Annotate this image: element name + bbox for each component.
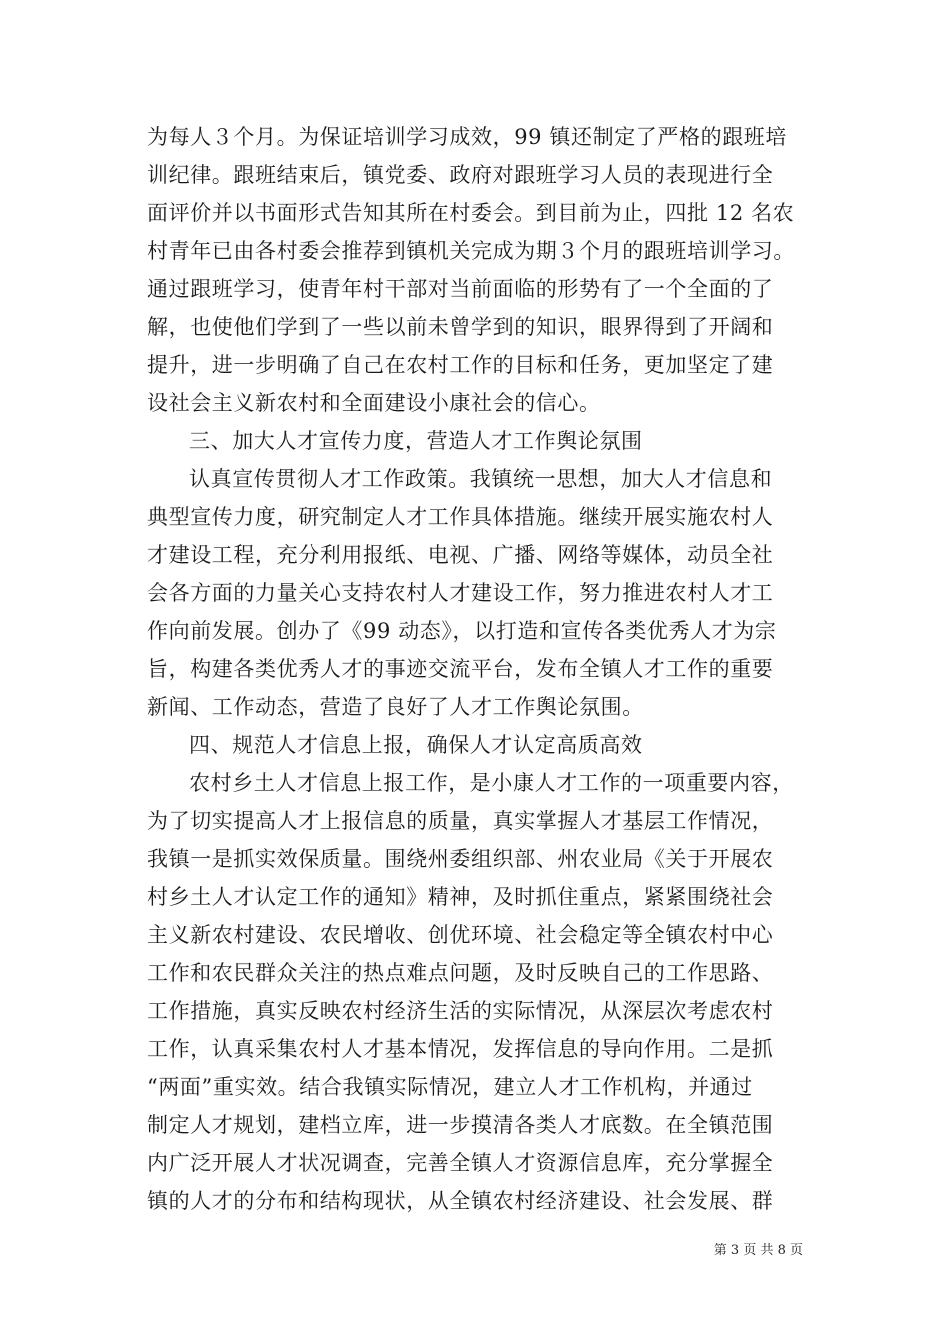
text-line: 才建设工程，充分利用报纸、电视、广播、网络等媒体，动员全社 — [147, 543, 774, 567]
text-line: 为每人３个月。为保证培训学习成效，99 镇还制定了严格的跟班培 — [147, 125, 787, 149]
text-line: 村青年已由各村委会推荐到镇机关完成为期３个月的跟班培训学习。 — [147, 239, 795, 263]
text-line: 为了切实提高人才上报信息的质量，真实掌握人才基层工作情况， — [147, 809, 774, 833]
text-line: 工作措施，真实反映农村经济生活的实际情况，从深层次考虑农村 — [147, 999, 774, 1023]
body-text — [147, 118, 807, 1220]
paragraph-start: 认真宣传贯彻人才工作政策。我镇统一思想，加大人才信息和 — [189, 467, 773, 491]
text-line: 训纪律。跟班结束后，镇党委、政府对跟班学习人员的表现进行全 — [147, 163, 774, 187]
text-line: 我镇一是抓实效保质量。围绕州委组织部、州农业局《关于开展农 — [147, 847, 774, 871]
text-line: 设社会主义新农村和全面建设小康社会的信心。 — [147, 391, 601, 415]
text-line: 内广泛开展人才状况调查，完善全镇人才资源信息库，充分掌握全 — [147, 1151, 774, 1175]
page-footer — [0, 1241, 950, 1261]
text-line: 制定人才规划，建档立库，进一步摸清各类人才底数。在全镇范围 — [147, 1113, 774, 1137]
text-line: 会各方面的力量关心支持农村人才建设工作，努力推进农村人才工 — [147, 581, 774, 605]
text-line: 面评价并以书面形式告知其所在村委会。到目前为止，四批 12 名农 — [147, 201, 795, 225]
text-line: 镇的人才的分布和结构现状，从全镇农村经济建设、社会发展、群 — [147, 1189, 774, 1213]
text-line: “两面”重实效。结合我镇实际情况，建立人才工作机构，并通过 — [147, 1075, 753, 1099]
text-line: 提升，进一步明确了自己在农村工作的目标和任务，更加坚定了建 — [147, 353, 774, 377]
text-line: 工作，认真采集农村人才基本情况，发挥信息的导向作用。二是抓 — [147, 1037, 774, 1061]
text-line: 村乡土人才认定工作的通知》精神，及时抓住重点，紧紧围绕社会 — [147, 885, 774, 909]
text-line: 主义新农村建设、农民增收、创优环境、社会稳定等全镇农村中心 — [147, 923, 774, 947]
section-heading-4: 四、规范人才信息上报，确保人才认定高质高效 — [189, 733, 643, 757]
text-line: 作向前发展。创办了《99 动态》，以打造和宣传各类优秀人才为宗 — [147, 619, 777, 643]
text-line: 旨，构建各类优秀人才的事迹交流平台，发布全镇人才工作的重要 — [147, 657, 774, 681]
text-line: 通过跟班学习，使青年村干部对当前面临的形势有了一个全面的了 — [147, 277, 774, 301]
text-line: 解，也使他们学到了一些以前未曾学到的知识，眼界得到了开阔和 — [147, 315, 774, 339]
text-line: 工作和农民群众关注的热点难点问题，及时反映自己的工作思路、 — [147, 961, 774, 985]
text-line: 新闻、工作动态，营造了良好了人才工作舆论氛围。 — [147, 695, 644, 719]
page-number: 第 3 页 共 8 页 — [713, 1243, 803, 1258]
text-line: 典型宣传力度，研究制定人才工作具体措施。继续开展实施农村人 — [147, 505, 774, 529]
section-heading-3: 三、加大人才宣传力度，营造人才工作舆论氛围 — [189, 429, 643, 453]
paragraph-start: 农村乡土人才信息上报工作，是小康人才工作的一项重要内容， — [189, 771, 794, 795]
